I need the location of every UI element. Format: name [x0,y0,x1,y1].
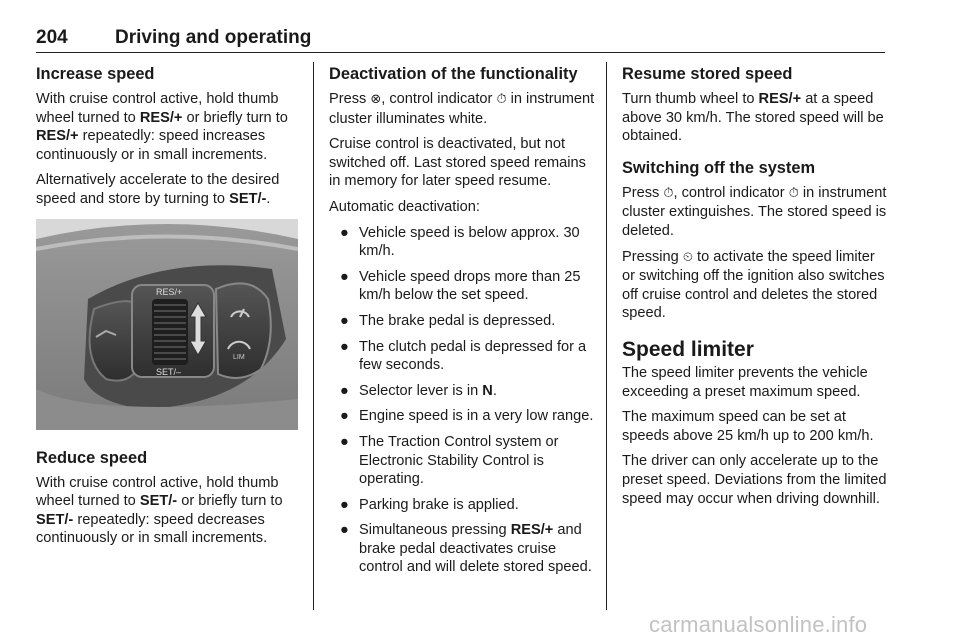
section-title: Driving and operating [115,27,312,48]
heading-increase-speed: Increase speed [36,65,155,83]
column-1 [36,64,300,555]
paragraph-deact-2: Cruise control is deactivated, but not switched off. Last stored speed remains in memory for later speed resume. [329,136,586,190]
heading-reduce-speed: Reduce speed [36,448,148,467]
list-item: ● Selector lever is in N. [340,382,497,399]
watermark: carmanualsonline.info [649,612,868,637]
paragraph-resume-1: Turn thumb wheel to RES/+ at a speed above 30 km/h. The stored speed will be obtained. [622,91,884,145]
paragraph-deact-3: Automatic deactivation: [329,198,480,215]
column-2 [329,64,597,584]
heading-speed-limiter: Speed limiter [622,337,754,361]
steering-wheel-controls-image [36,219,298,430]
paragraph-reduce-1: With cruise control active, hold thumb wheel turned to SET/- or briefly turn to SET/- repeatedly: speed decreases continuously or in small increments. [36,474,283,547]
paragraph-limiter-2: The maximum speed can be set at speeds above 25 km/h up to 200 km/h. [622,409,874,444]
list-item: ● Vehicle speed is below approx. 30 km/h. [340,224,580,260]
paragraph-off-2: Pressing ⏲ to activate the speed limiter or switching off the ignition also switches off cruise control and deletes the stored speed. [622,248,885,322]
page-header [36,27,885,53]
figure-label-lim: LIM [233,353,245,361]
cruise-indicator-icon: ⏱ [788,185,799,201]
column-3 [622,64,888,515]
heading-deactivation: Deactivation of the functionality [329,65,578,83]
page-number: 204 [36,27,68,48]
paragraph-off-1: Press ⏱, control indicator ⏱ in instrument cluster extinguishes. The stored speed is deleted. [622,184,887,239]
speed-limiter-icon: ⏲ [682,249,693,265]
list-item: ● The Traction Control system or Electronic Stability Control is operating. [340,433,559,488]
paragraph-limiter-1: The speed limiter prevents the vehicle exceeding a preset maximum speed. [622,364,868,400]
list-item: ● The brake pedal is depressed. [340,312,556,329]
list-item: ● Vehicle speed drops more than 25 km/h below the set speed. [340,268,581,304]
paragraph-increase-2: Alternatively accelerate to the desired speed and store by turning to SET/-. [36,172,280,207]
deactivation-list [329,224,597,578]
list-item: ● Simultaneous pressing RES/+ and brake pedal deactivates cruise control and will delete stored speed. [340,522,592,576]
cruise-indicator-icon: ⏱ [496,92,507,107]
paragraph-increase-1: With cruise control active, hold thumb wheel turned to RES/+ or briefly turn to RES/+ repeatedly: speed increases continuously or in small increments. [36,91,288,163]
heading-resume: Resume stored speed [622,65,793,83]
heading-switching-off: Switching off the system [622,158,816,177]
column-divider-1 [313,62,314,610]
figure-label-res: RES/+ [156,286,183,297]
figure-label-set: SET/– [156,366,182,377]
cruise-off-icon: ⊗ [370,92,382,107]
list-item: ● Engine speed is in a very low range. [340,408,594,425]
column-divider-2 [606,62,607,610]
list-item: ● The clutch pedal is depressed for a few seconds. [340,338,587,374]
paragraph-deact-1: Press ⊗, control indicator ⏱ in instrument cluster illuminates white. [329,91,595,127]
list-item: ● Parking brake is applied. [340,496,519,513]
paragraph-limiter-3: The driver can only accelerate up to the preset speed. Deviations from the limited speed may occur when driving downhill. [622,453,887,507]
cruise-control-icon: ⏱ [663,185,674,201]
